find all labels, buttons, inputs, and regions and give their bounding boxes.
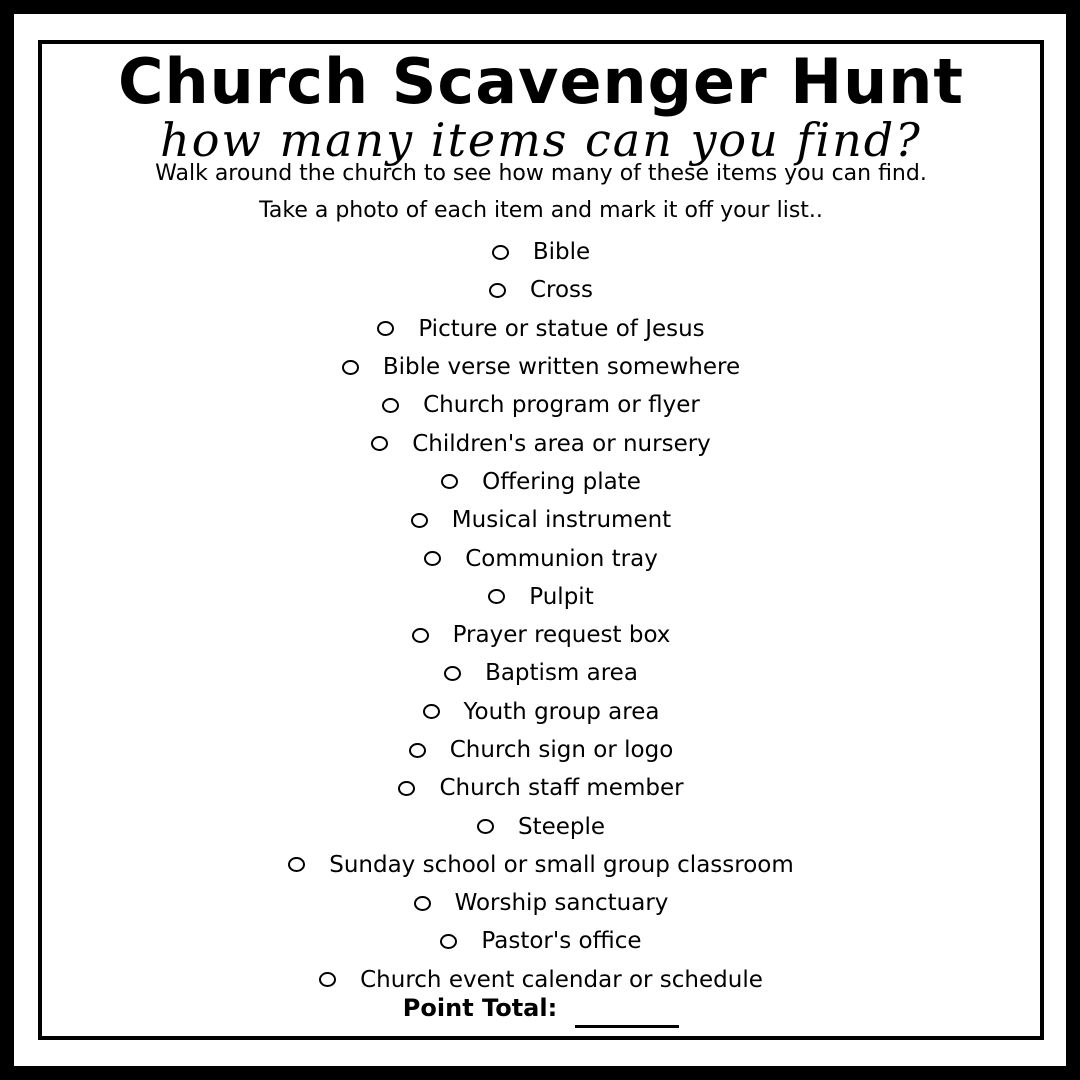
checklist-item-label: Cross bbox=[529, 277, 594, 304]
checklist-item bbox=[42, 807, 1040, 845]
checkbox-icon[interactable] bbox=[424, 551, 441, 566]
checkbox-icon[interactable] bbox=[342, 360, 359, 375]
checklist-item-label: Communion tray bbox=[465, 545, 658, 572]
checklist-item bbox=[42, 271, 1040, 309]
page-title: Church Scavenger Hunt bbox=[117, 45, 965, 118]
checklist-item-label: Worship sanctuary bbox=[454, 890, 669, 917]
checklist-item-label: Church sign or logo bbox=[449, 737, 674, 763]
checklist-item bbox=[42, 463, 1040, 501]
checkbox-icon[interactable] bbox=[489, 283, 506, 298]
point-total bbox=[42, 994, 1040, 1022]
checkbox-icon[interactable] bbox=[377, 321, 394, 336]
checklist-item-label: Church event calendar or schedule bbox=[360, 966, 763, 993]
checklist-item bbox=[42, 884, 1040, 922]
checklist-item bbox=[42, 616, 1040, 654]
checklist-item bbox=[42, 769, 1040, 807]
checkbox-icon[interactable] bbox=[411, 513, 428, 528]
checklist-item-label: Church program or flyer bbox=[423, 392, 700, 419]
checklist-item bbox=[42, 654, 1040, 692]
checklist-item-label: Church staff member bbox=[439, 775, 684, 802]
checklist-item-label: Offering plate bbox=[482, 468, 641, 495]
instructions-line-1: Walk around the church to see how many of these items you can find. bbox=[155, 161, 927, 186]
page-subtitle: how many items can you find? bbox=[160, 113, 922, 167]
instructions-line-2: Take a photo of each item and mark it off your list.. bbox=[259, 198, 823, 223]
checkbox-icon[interactable] bbox=[288, 857, 305, 872]
point-total-label: Point Total: bbox=[402, 994, 558, 1022]
checklist-item bbox=[42, 386, 1040, 424]
checklist-item-label: Pulpit bbox=[529, 583, 594, 610]
checklist-item-label: Picture or statue of Jesus bbox=[418, 315, 705, 342]
checklist-item bbox=[42, 846, 1040, 884]
checkbox-icon[interactable] bbox=[423, 704, 440, 719]
checklist-item-label: Bible verse written somewhere bbox=[382, 354, 741, 381]
checklist-item bbox=[42, 922, 1040, 960]
checklist-item-label: Youth group area bbox=[463, 698, 660, 725]
checkbox-icon[interactable] bbox=[319, 972, 336, 987]
checkbox-icon[interactable] bbox=[382, 398, 399, 413]
checklist-item-label: Prayer request box bbox=[452, 622, 671, 649]
checkbox-icon[interactable] bbox=[488, 589, 505, 604]
checkbox-icon[interactable] bbox=[371, 436, 388, 451]
checklist-item bbox=[42, 424, 1040, 462]
checklist-item-label: Children's area or nursery bbox=[412, 430, 711, 457]
checklist-item-label: Sunday school or small group classroom bbox=[329, 851, 794, 878]
worksheet bbox=[38, 40, 1044, 1040]
checklist-item-label: Musical instrument bbox=[451, 507, 672, 534]
checklist-item-label: Baptism area bbox=[485, 660, 638, 687]
checklist-item-label: Bible bbox=[532, 239, 591, 266]
point-total-blank[interactable] bbox=[575, 1025, 679, 1028]
checkbox-icon[interactable] bbox=[477, 819, 494, 834]
checklist-item bbox=[42, 693, 1040, 731]
checkbox-icon[interactable] bbox=[440, 934, 457, 949]
checklist-item bbox=[42, 578, 1040, 616]
checklist-item-label: Pastor's office bbox=[481, 928, 642, 955]
checklist-item bbox=[42, 501, 1040, 539]
checkbox-icon[interactable] bbox=[409, 743, 426, 758]
checkbox-icon[interactable] bbox=[414, 896, 431, 911]
checklist-item bbox=[42, 348, 1040, 386]
checklist-item bbox=[42, 233, 1040, 271]
checklist-item-label: Steeple bbox=[517, 813, 606, 840]
checklist-item bbox=[42, 731, 1040, 769]
checkbox-icon[interactable] bbox=[444, 666, 461, 681]
checkbox-icon[interactable] bbox=[398, 781, 415, 796]
outer-frame bbox=[14, 14, 1066, 1066]
scavenger-checklist bbox=[42, 233, 1040, 999]
checkbox-icon[interactable] bbox=[441, 474, 458, 489]
checklist-item bbox=[42, 310, 1040, 348]
checklist-item bbox=[42, 539, 1040, 577]
checkbox-icon[interactable] bbox=[412, 628, 429, 643]
checkbox-icon[interactable] bbox=[492, 245, 509, 260]
